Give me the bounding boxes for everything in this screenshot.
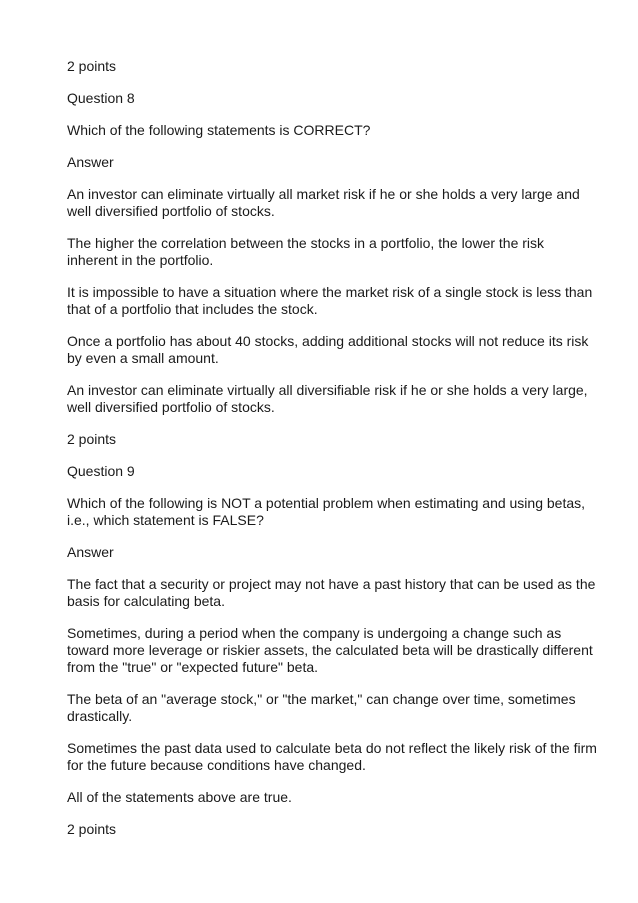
points-label: 2 points (67, 58, 117, 74)
answer-option: The higher the correlation between the stocks in a portfolio, the lower the risk inherent in the portfolio. (67, 235, 545, 268)
question-number: Question 8 (67, 90, 135, 106)
answer-option: Sometimes the past data used to calculate beta do not reflect the likely risk of the firm for the future because conditions have changed. (67, 740, 597, 773)
answer-label: Answer (67, 544, 114, 560)
answer-option: An investor can eliminate virtually all diversifiable risk if he or she holds a very large, well diversified portfolio of stocks. (67, 382, 588, 415)
answer-option: The beta of an "average stock," or "the market," can change over time, sometimes drastically. (67, 691, 576, 724)
question-number: Question 9 (67, 463, 135, 479)
answer-option: Once a portfolio has about 40 stocks, adding additional stocks will not reduce its risk by even a small amount. (67, 333, 589, 366)
question-text: Which of the following statements is CORRECT? (67, 122, 371, 138)
answer-label: Answer (67, 154, 114, 170)
points-label: 2 points (67, 431, 117, 447)
question-text: Which of the following is NOT a potential problem when estimating and using betas, i.e., which statement is FALSE? (67, 495, 586, 528)
document-page (67, 58, 597, 853)
answer-option: It is impossible to have a situation where the market risk of a single stock is less than that of a portfolio that includes the stock. (67, 284, 593, 317)
answer-option: An investor can eliminate virtually all market risk if he or she holds a very large and well diversified portfolio of stocks. (67, 186, 580, 219)
answer-option: Sometimes, during a period when the company is undergoing a change such as toward more leverage or riskier assets, the calculated beta will be drastically different from the "true" or "expected future" beta. (67, 625, 593, 675)
answer-option: The fact that a security or project may not have a past history that can be used as the basis for calculating beta. (67, 576, 596, 609)
points-label: 2 points (67, 821, 117, 837)
answer-option: All of the statements above are true. (67, 789, 292, 805)
